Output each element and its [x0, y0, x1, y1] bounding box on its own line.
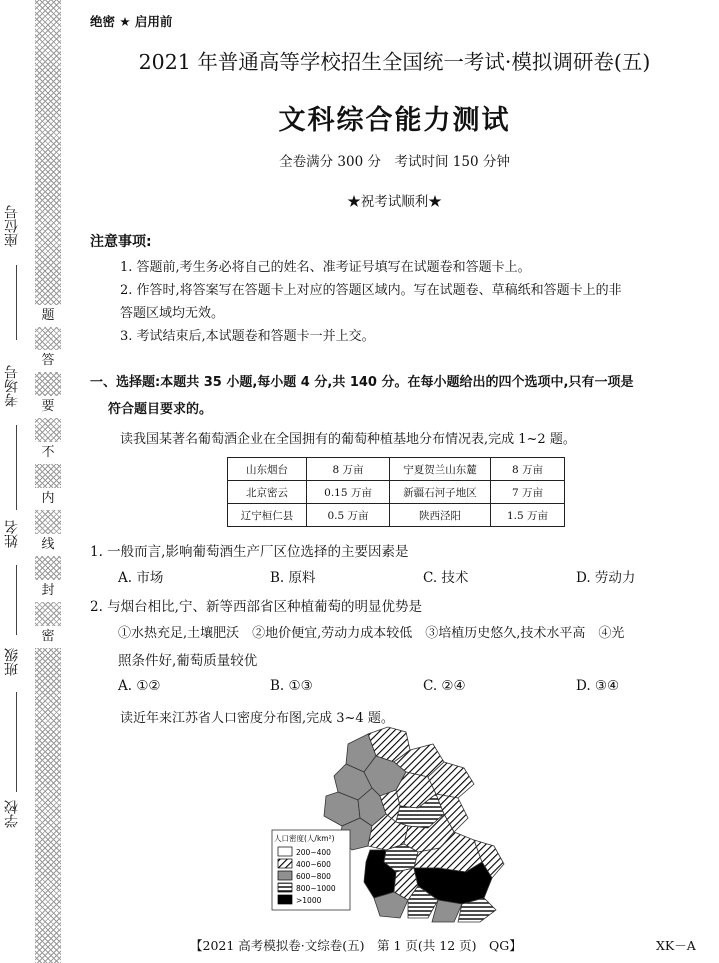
legend-item: 800~1000 — [296, 884, 336, 893]
seat-label: 座位号 — [4, 205, 20, 247]
secret-label: 绝密 ★ 启用前 — [90, 14, 173, 29]
name-line — [16, 565, 17, 635]
strip-char: 内 — [35, 488, 61, 510]
strip-char: 不 — [35, 442, 61, 464]
footer-center: 【2021 高考模拟卷·文综卷(五) 第 1 页(共 12 页) QG】 — [190, 938, 522, 953]
strip-char: 密 — [35, 626, 61, 648]
table-cell: 山东烟台 — [228, 458, 307, 481]
q2-statements-cont: 照条件好,葡萄质量较优 — [118, 653, 258, 669]
q2-option-b: B. ①③ — [270, 678, 313, 694]
name-label: 姓名 — [4, 520, 20, 548]
notice-item: 2. 作答时,将答案写在答题卡上对应的答题区域内。写在试题卷、草稿纸和答题卡上的非 — [120, 283, 622, 298]
legend-item: 200~400 — [296, 848, 331, 857]
table-row — [228, 504, 565, 527]
seat-line — [16, 265, 17, 340]
q2-statements: ①水热充足,土壤肥沃 ②地价便宜,劳动力成本较低 ③培植历史悠久,技术水平高 ④光 — [118, 626, 625, 641]
table-cell: 1.5 万亩 — [491, 504, 565, 527]
q1-stem: 1. 一般而言,影响葡萄酒生产厂区位选择的主要因素是 — [90, 544, 409, 560]
table-cell: 8 万亩 — [307, 458, 390, 481]
section-heading-cont: 符合题目要求的。 — [108, 402, 213, 417]
legend-item: 600~800 — [296, 872, 331, 881]
table-cell: 辽宁桓仁县 — [228, 504, 307, 527]
map-legend — [272, 830, 350, 910]
legend-item: >1000 — [296, 896, 322, 905]
q1-option-b: B. 原料 — [270, 570, 316, 586]
q1-option-c: C. 技术 — [423, 570, 469, 586]
strip-char: 答 — [35, 350, 61, 372]
notice-heading: 注意事项: — [90, 234, 152, 250]
exam-title: 2021 年普通高等学校招生全国统一考试·模拟调研卷(五) — [138, 50, 651, 74]
section-heading: 一、选择题:本题共 35 小题,每小题 4 分,共 140 分。在每小题给出的四个选项中,只有一项是 — [90, 375, 634, 390]
q1-option-a: A. 市场 — [118, 570, 164, 586]
table-cell: 宁夏贺兰山东麓 — [390, 458, 491, 481]
subject-title: 文科综合能力测试 — [278, 105, 511, 136]
footer-right: XK－A — [656, 938, 696, 953]
table-cell: 北京密云 — [228, 481, 307, 504]
vineyard-table — [227, 457, 565, 527]
notice-item: 1. 答题前,考生务必将自己的姓名、准考证号填写在试题卷和答题卡上。 — [120, 260, 531, 275]
jiangsu-density-map — [268, 722, 523, 927]
exam-room-line — [16, 425, 17, 510]
table-cell: 陕西泾阳 — [390, 504, 491, 527]
table-row — [228, 481, 565, 504]
table-cell: 0.5 万亩 — [307, 504, 390, 527]
strip-char: 线 — [35, 534, 61, 556]
intro-q3-4: 读近年来江苏省人口密度分布图,完成 3~4 题。 — [120, 711, 394, 726]
q2-option-a: A. ①② — [118, 678, 161, 694]
score-time: 全卷满分 300 分 考试时间 150 分钟 — [279, 154, 510, 170]
q2-option-c: C. ②④ — [423, 678, 466, 694]
table-cell: 8 万亩 — [491, 458, 565, 481]
class-label: 班级 — [4, 648, 20, 676]
exam-room-label: 考场号 — [4, 365, 20, 407]
legend-item: 400~600 — [296, 860, 331, 869]
strip-char: 题 — [35, 305, 61, 327]
legend-title: 人口密度(人/km²) — [274, 834, 335, 843]
notice-item: 答题区域均无效。 — [120, 306, 225, 321]
strip-char: 要 — [35, 396, 61, 418]
table-cell: 0.15 万亩 — [307, 481, 390, 504]
school-label: 学校 — [4, 800, 20, 828]
binding-strip — [35, 0, 61, 963]
table-cell: 7 万亩 — [491, 481, 565, 504]
q2-stem: 2. 与烟台相比,宁、新等西部省区种植葡萄的明显优势是 — [90, 599, 422, 615]
table-row — [228, 458, 565, 481]
q1-option-d: D. 劳动力 — [576, 570, 636, 586]
intro-q1-2: 读我国某著名葡萄酒企业在全国拥有的葡萄种植基地分布情况表,完成 1~2 题。 — [120, 432, 576, 447]
table-cell: 新疆石河子地区 — [390, 481, 491, 504]
class-line — [16, 692, 17, 792]
wish: ★祝考试顺利★ — [347, 194, 442, 210]
strip-char: 封 — [35, 580, 61, 602]
notice-item: 3. 考试结束后,本试题卷和答题卡一并上交。 — [120, 329, 375, 344]
q2-option-d: D. ③④ — [576, 678, 620, 694]
